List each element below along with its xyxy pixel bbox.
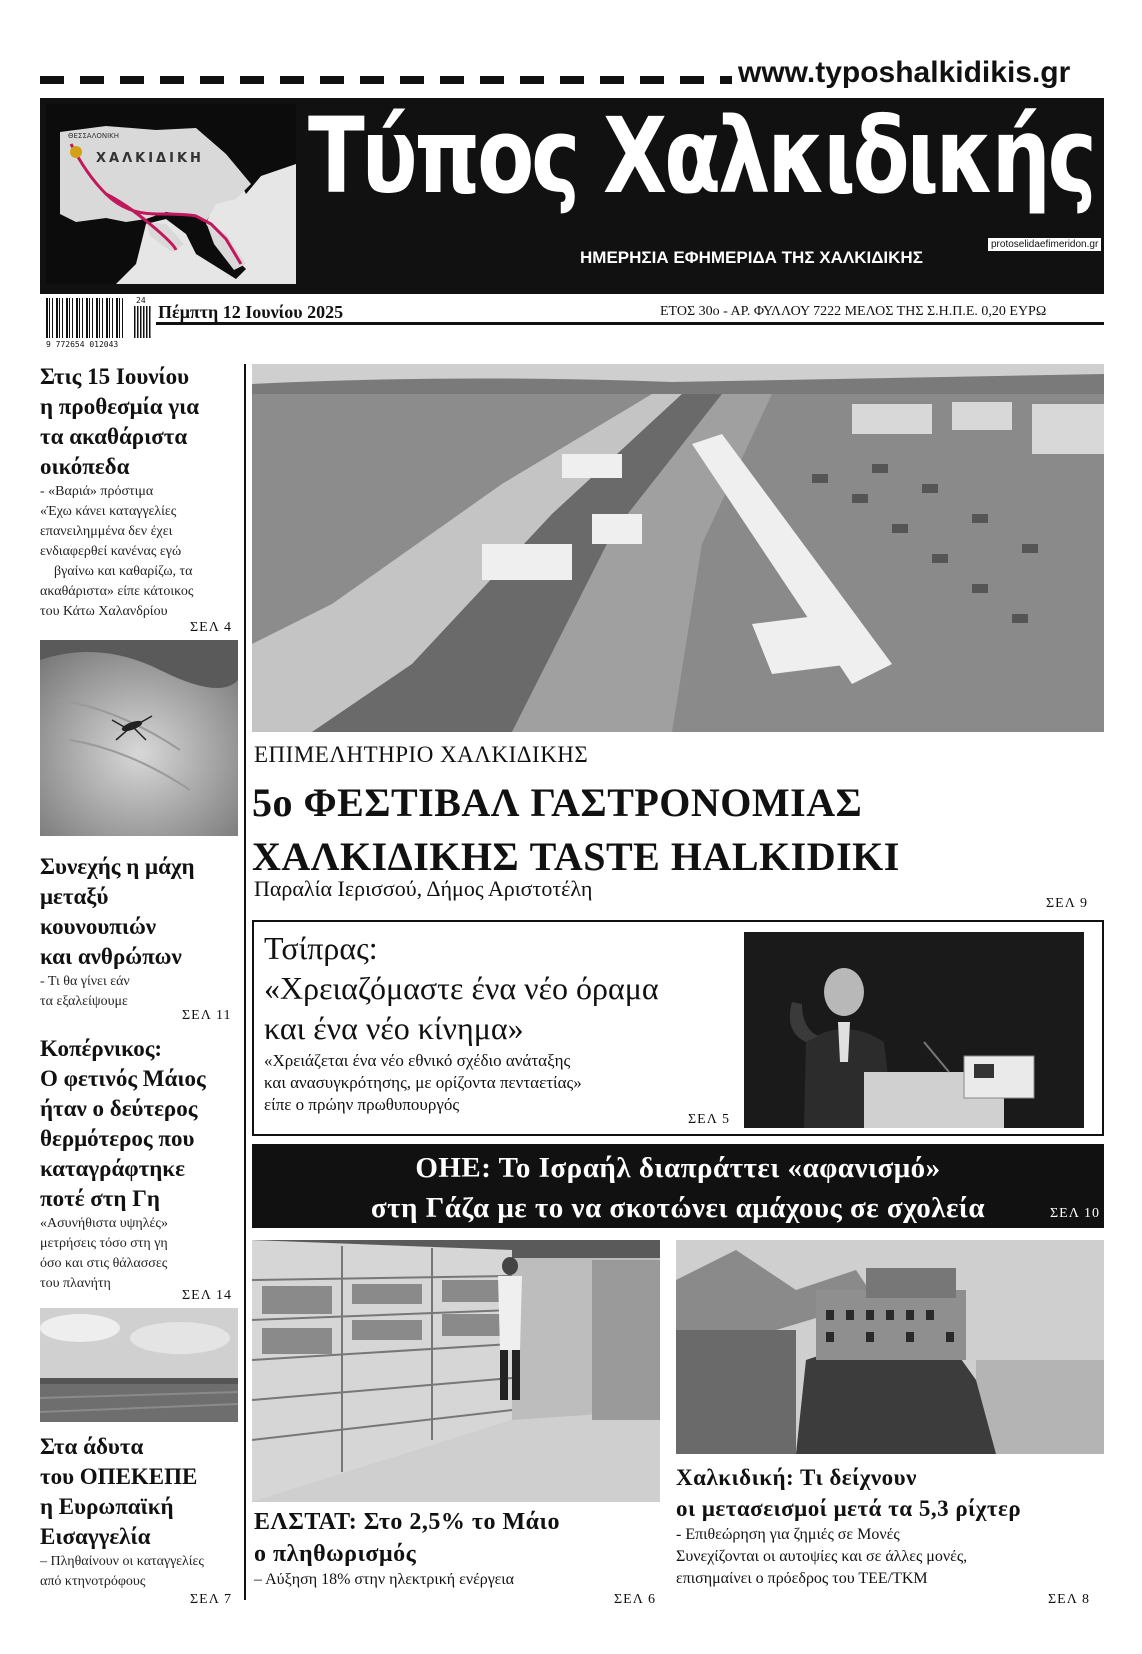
barcode-bar <box>112 298 113 338</box>
page-ref-sidebar-2: ΣΕΛ 11 <box>182 1008 232 1023</box>
barcode-addon-bar <box>143 306 145 338</box>
page-ref-banner: ΣΕΛ 10 <box>1050 1206 1100 1221</box>
barcode-bar <box>79 298 80 338</box>
tsipras-story <box>264 928 734 1116</box>
banner-line-2: στη Γάζα με το να σκοτώνει αμάχους σε σχολεία <box>370 1192 986 1224</box>
photo-festival-aerial <box>252 364 1104 732</box>
story-headline: Στα άδυτα του ΟΠΕΚΕΠΕ η Ευρωπαϊκή Εισαγγελία <box>40 1434 198 1549</box>
sidebar-story-2[interactable] <box>40 852 240 1012</box>
barcode-bar <box>66 298 68 338</box>
sidebar-story-1[interactable] <box>40 362 240 622</box>
photo-tsipras-podium <box>744 932 1084 1128</box>
elstat-story[interactable] <box>254 1506 654 1590</box>
quake-story[interactable] <box>676 1462 1104 1590</box>
page-ref-quake: ΣΕΛ 8 <box>1048 1592 1090 1607</box>
story-body: - «Βαριά» πρόστιμα «Έχω κάνει καταγγελίες επανειλημμένα δεν έχει ενδιαφερθεί κανένας εγώ βγαίνω και καθαρίζω, τα ακαθάριστα» είπε κάτοικος του Κάτω Χαλανδρίου <box>40 484 194 619</box>
barcode-bar <box>82 298 83 338</box>
barcode-bar <box>86 298 88 338</box>
story-body: – Πληθαίνουν οι καταγγελίες από κτηνοτρόφους <box>40 1554 204 1589</box>
photo-monastery-cliff <box>676 1240 1104 1454</box>
barcode-bar <box>52 298 53 338</box>
header-rule <box>156 322 1104 325</box>
issue-info: ΕΤΟΣ 30ο - ΑΡ. ΦΥΛΛΟΥ 7222 ΜΕΛΟΣ ΤΗΣ Σ.Η.Π.Ε. 0,20 ΕΥΡΩ <box>660 304 1047 319</box>
tsipras-name: Τσίπρας: <box>264 930 378 966</box>
airport-icon <box>70 146 82 158</box>
barcode-bar <box>96 298 98 338</box>
barcode-addon-bar <box>134 306 136 338</box>
barcode-bar <box>76 298 78 338</box>
barcode-bar <box>109 298 110 338</box>
elstat-headline: ΕΛΣΤΑΤ: Στο 2,5% το Μάιο ο πληθωρισμός <box>254 1509 560 1567</box>
barcode-number: 9 772654 012043 <box>46 340 119 349</box>
page-ref-elstat: ΣΕΛ 6 <box>614 1592 656 1607</box>
page-ref-tsipras: ΣΕΛ 5 <box>688 1112 730 1127</box>
barcode-bar <box>119 298 120 338</box>
story-body: - Τι θα γίνει εάν τα εξαλείψουμε <box>40 974 130 1009</box>
photo-supermarket <box>252 1240 660 1502</box>
page-ref-lead: ΣΕΛ 9 <box>1046 896 1088 911</box>
lead-kicker: ΕΠΙΜΕΛΗΤΗΡΙΟ ΧΑΛΚΙΔΙΚΗΣ <box>254 742 589 767</box>
barcode-bar <box>122 298 123 338</box>
barcode-addon-bar <box>140 306 142 338</box>
newspaper-subtitle: ΗΜΕΡΗΣΙΑ ΕΦΗΜΕΡΙΔΑ ΤΗΣ ΧΑΛΚΙΔΙΚΗΣ <box>580 248 923 267</box>
barcode-bar <box>106 298 108 338</box>
lead-subline: Παραλία Ιερισσού, Δήμος Αριστοτέλη <box>254 876 593 901</box>
barcode-bar <box>56 298 58 338</box>
photo-field-sky <box>40 1308 238 1422</box>
quake-body: - Επιθεώρηση για ζημιές σε Μονές Συνεχίζονται οι αυτοψίες και σε άλλες μονές, επισημαίνει ο πρόεδρος του ΤΕΕ/ΤΚΜ <box>676 1526 968 1587</box>
tsipras-body: «Χρειάζεται ένα νέο εθνικό σχέδιο ανάταξης και ανασυγκρότησης, με ορίζοντα πενταετίας» είπε ο πρώην πρωθυπουργός <box>264 1051 582 1114</box>
barcode-bar <box>99 298 100 338</box>
barcode-bar <box>92 298 93 338</box>
map-label-region: ΧΑΛΚΙΔΙΚΗ <box>96 151 204 166</box>
story-headline: Στις 15 Ιουνίου η προθεσμία για τα ακαθάριστα οικόπεδα <box>40 364 200 479</box>
issue-date: Πέμπτη 12 Ιουνίου 2025 <box>158 302 344 322</box>
watermark: protoselidaefimeridon.gr <box>988 238 1101 251</box>
barcode-addon-bar <box>146 306 148 338</box>
tsipras-quote-line-2: και ένα νέο κίνημα» <box>264 1010 524 1046</box>
barcode-issue: 24 <box>136 296 146 305</box>
sidebar-story-3[interactable] <box>40 1034 240 1294</box>
newspaper-title: Τύπος Χαλκιδικής <box>308 95 1094 217</box>
header-dashed-rule <box>40 76 732 84</box>
barcode-bar <box>69 298 70 338</box>
barcode-bar <box>62 298 63 338</box>
barcode-bar <box>89 298 90 338</box>
website-url[interactable]: www.typoshalkidikis.gr <box>738 56 1071 89</box>
elstat-body: – Αύξηση 18% στην ηλεκτρική ενέργεια <box>254 1571 514 1588</box>
barcode-addon-bar <box>149 306 151 338</box>
page-ref-sidebar-1: ΣΕΛ 4 <box>190 620 232 635</box>
barcode-addon-bar <box>137 306 139 338</box>
quake-headline: Χαλκιδική: Τι δείχνουν οι μετασεισμοί μετά τα 5,3 ρίχτερ <box>676 1465 1022 1521</box>
column-divider <box>244 364 246 1600</box>
story-body: «Ασυνήθιστα υψηλές» μετρήσεις τόσο στη γη όσο και στις θάλασσες του πλανήτη <box>40 1216 168 1291</box>
story-headline: Συνεχής η μάχη μεταξύ κουνουπιών και ανθρώπων <box>40 854 195 969</box>
page-ref-sidebar-4: ΣΕΛ 7 <box>190 1592 232 1607</box>
barcode-bar <box>59 298 60 338</box>
map-label-city: ΘΕΣΣΑΛΟΝΙΚΗ <box>68 132 120 140</box>
barcode-bar <box>72 298 73 338</box>
story-headline: Κοπέρνικος: Ο φετινός Μάιος ήταν ο δεύτερος θερμότερος που καταγράφτηκε ποτέ στη Γη <box>40 1036 206 1211</box>
gaza-banner[interactable] <box>252 1144 1104 1228</box>
halkidiki-map-illustration <box>46 104 296 284</box>
sidebar-story-4[interactable] <box>40 1432 240 1592</box>
photo-mosquito-hand <box>40 640 238 836</box>
lead-headline[interactable]: 5ο ΦΕΣΤΙΒΑΛ ΓΑΣΤΡΟΝΟΜΙΑΣ ΧΑΛΚΙΔΙΚΗΣ TASTE HALKIDIKI <box>252 780 900 879</box>
barcode-bar <box>46 298 48 338</box>
barcode-bar <box>102 298 103 338</box>
tsipras-quote-line-1: «Χρειαζόμαστε ένα νέο όραμα <box>264 970 659 1006</box>
masthead-map <box>46 104 296 284</box>
banner-line-1: ΟΗΕ: Το Ισραήλ διαπράττει «αφανισμό» <box>415 1152 941 1184</box>
page-ref-sidebar-3: ΣΕΛ 14 <box>182 1288 232 1303</box>
barcode-bar <box>49 298 50 338</box>
barcode-bar <box>116 298 118 338</box>
